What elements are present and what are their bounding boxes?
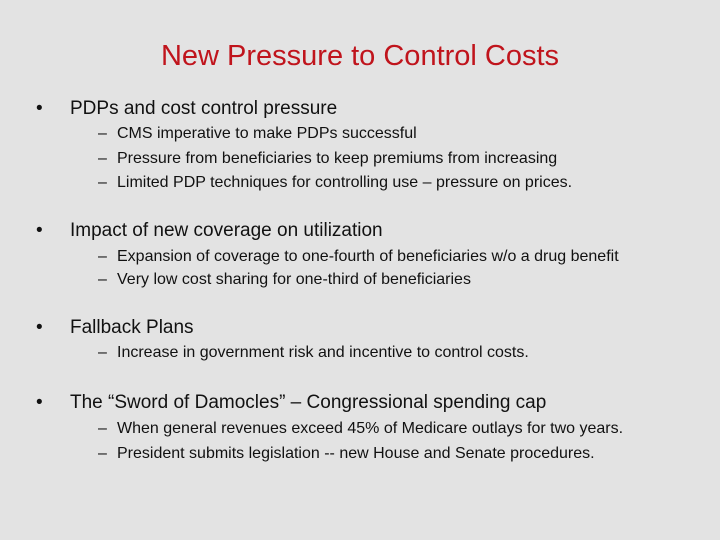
bullet-icon: • bbox=[36, 220, 43, 241]
dash-icon: – bbox=[98, 174, 107, 191]
sub-bullet-text: Increase in government risk and incentive to control costs. bbox=[117, 344, 529, 361]
dash-icon: – bbox=[98, 420, 107, 437]
dash-icon: – bbox=[98, 125, 107, 142]
bullet-icon: • bbox=[36, 317, 43, 338]
dash-icon: – bbox=[98, 271, 107, 288]
slide-title: New Pressure to Control Costs bbox=[160, 40, 560, 72]
dash-icon: – bbox=[98, 344, 107, 361]
sub-bullet-text: Limited PDP techniques for controlling use – pressure on prices. bbox=[117, 174, 573, 191]
sub-bullet-text: When general revenues exceed 45% of Medicare outlays for two years. bbox=[117, 420, 624, 437]
sub-bullet-text: Very low cost sharing for one-third of beneficiaries bbox=[117, 271, 471, 288]
sub-bullet-text: Pressure from beneficiaries to keep premiums from increasing bbox=[117, 150, 558, 167]
sub-bullet-text: CMS imperative to make PDPs successful bbox=[117, 125, 417, 142]
bullet-text: The “Sword of Damocles” – Congressional spending cap bbox=[70, 392, 547, 413]
bullet-text: Fallback Plans bbox=[70, 317, 194, 338]
sub-bullet-text: Expansion of coverage to one-fourth of beneficiaries w/o a drug benefit bbox=[117, 248, 619, 265]
dash-icon: – bbox=[98, 445, 107, 462]
dash-icon: – bbox=[98, 150, 107, 167]
bullet-text: Impact of new coverage on utilization bbox=[70, 220, 383, 241]
bullet-icon: • bbox=[36, 98, 43, 119]
bullet-text: PDPs and cost control pressure bbox=[70, 98, 338, 119]
bullet-icon: • bbox=[36, 392, 43, 413]
dash-icon: – bbox=[98, 248, 107, 265]
sub-bullet-text: President submits legislation -- new House and Senate procedures. bbox=[117, 445, 595, 462]
